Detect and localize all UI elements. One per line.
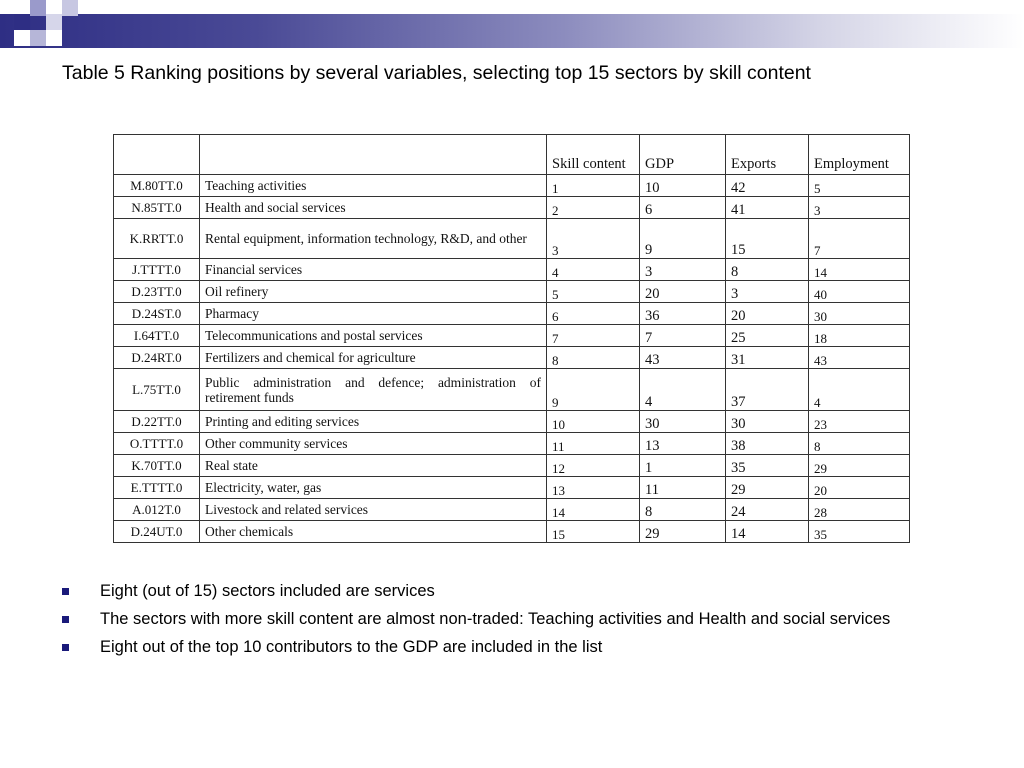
- cell-employment: 4: [809, 369, 910, 411]
- cell-exports: 24: [726, 499, 809, 521]
- decorative-square: [46, 30, 62, 46]
- cell-sector: Rental equipment, information technology, R&D, and other: [200, 219, 547, 259]
- cell-gdp: 20: [640, 281, 726, 303]
- cell-code: D.24ST.0: [114, 303, 200, 325]
- cell-sector: Public administration and defence; administration of retirement funds: [200, 369, 547, 411]
- cell-employment: 18: [809, 325, 910, 347]
- cell-gdp: 4: [640, 369, 726, 411]
- cell-code: O.TTTT.0: [114, 433, 200, 455]
- cell-exports: 42: [726, 175, 809, 197]
- cell-sector: Livestock and related services: [200, 499, 547, 521]
- table-row: [114, 455, 910, 477]
- cell-gdp: 29: [640, 521, 726, 543]
- cell-sector: Teaching activities: [200, 175, 547, 197]
- header-employment: Employment: [809, 135, 910, 175]
- header-gradient-bar: [0, 14, 1024, 48]
- cell-skill-content: 4: [547, 259, 640, 281]
- table-row: [114, 411, 910, 433]
- cell-exports: 41: [726, 197, 809, 219]
- cell-employment: 20: [809, 477, 910, 499]
- cell-exports: 3: [726, 281, 809, 303]
- cell-gdp: 43: [640, 347, 726, 369]
- cell-code: M.80TT.0: [114, 175, 200, 197]
- table-header-row: [114, 135, 910, 175]
- table-row: [114, 197, 910, 219]
- cell-code: N.85TT.0: [114, 197, 200, 219]
- cell-sector: Financial services: [200, 259, 547, 281]
- cell-employment: 7: [809, 219, 910, 259]
- cell-skill-content: 7: [547, 325, 640, 347]
- cell-exports: 15: [726, 219, 809, 259]
- cell-employment: 28: [809, 499, 910, 521]
- cell-gdp: 11: [640, 477, 726, 499]
- table-row: [114, 477, 910, 499]
- cell-gdp: 1: [640, 455, 726, 477]
- cell-employment: 3: [809, 197, 910, 219]
- cell-skill-content: 12: [547, 455, 640, 477]
- cell-employment: 30: [809, 303, 910, 325]
- cell-gdp: 3: [640, 259, 726, 281]
- cell-code: I.64TT.0: [114, 325, 200, 347]
- table-row: [114, 499, 910, 521]
- cell-code: E.TTTT.0: [114, 477, 200, 499]
- header-exports: Exports: [726, 135, 809, 175]
- cell-code: D.24UT.0: [114, 521, 200, 543]
- header-skill-content: Skill content: [547, 135, 640, 175]
- cell-sector: Telecommunications and postal services: [200, 325, 547, 347]
- slide-title: Table 5 Ranking positions by several variables, selecting top 15 sectors by skill content: [62, 62, 811, 84]
- decorative-square: [46, 14, 62, 30]
- bullet-item: [62, 608, 962, 631]
- cell-employment: 40: [809, 281, 910, 303]
- decorative-square: [14, 14, 30, 30]
- cell-employment: 5: [809, 175, 910, 197]
- square-bullet-icon: [62, 588, 69, 595]
- cell-skill-content: 1: [547, 175, 640, 197]
- cell-code: K.RRTT.0: [114, 219, 200, 259]
- ranking-table: [113, 134, 910, 543]
- cell-code: D.23TT.0: [114, 281, 200, 303]
- cell-gdp: 13: [640, 433, 726, 455]
- cell-employment: 35: [809, 521, 910, 543]
- cell-employment: 8: [809, 433, 910, 455]
- cell-exports: 30: [726, 411, 809, 433]
- cell-skill-content: 9: [547, 369, 640, 411]
- header-sector: [200, 135, 547, 175]
- cell-sector: Other chemicals: [200, 521, 547, 543]
- square-bullet-icon: [62, 616, 69, 623]
- cell-employment: 14: [809, 259, 910, 281]
- cell-gdp: 36: [640, 303, 726, 325]
- cell-code: L.75TT.0: [114, 369, 200, 411]
- table-row: [114, 281, 910, 303]
- cell-gdp: 6: [640, 197, 726, 219]
- cell-skill-content: 11: [547, 433, 640, 455]
- bullet-text: The sectors with more skill content are almost non-traded: Teaching activities and Health and social services: [100, 610, 891, 628]
- cell-employment: 29: [809, 455, 910, 477]
- bullet-list: [62, 580, 962, 664]
- decorative-square: [30, 0, 46, 16]
- cell-sector: Other community services: [200, 433, 547, 455]
- bullet-item: [62, 636, 962, 659]
- cell-skill-content: 3: [547, 219, 640, 259]
- cell-skill-content: 6: [547, 303, 640, 325]
- cell-exports: 35: [726, 455, 809, 477]
- cell-code: K.70TT.0: [114, 455, 200, 477]
- cell-sector: Printing and editing services: [200, 411, 547, 433]
- cell-skill-content: 8: [547, 347, 640, 369]
- table-row: [114, 347, 910, 369]
- cell-skill-content: 2: [547, 197, 640, 219]
- cell-gdp: 30: [640, 411, 726, 433]
- cell-skill-content: 15: [547, 521, 640, 543]
- cell-skill-content: 13: [547, 477, 640, 499]
- cell-sector: Pharmacy: [200, 303, 547, 325]
- cell-skill-content: 10: [547, 411, 640, 433]
- table-row: [114, 521, 910, 543]
- cell-skill-content: 5: [547, 281, 640, 303]
- cell-exports: 25: [726, 325, 809, 347]
- cell-exports: 14: [726, 521, 809, 543]
- cell-sector: Oil refinery: [200, 281, 547, 303]
- cell-employment: 43: [809, 347, 910, 369]
- cell-gdp: 10: [640, 175, 726, 197]
- cell-code: J.TTTT.0: [114, 259, 200, 281]
- cell-sector: Electricity, water, gas: [200, 477, 547, 499]
- square-bullet-icon: [62, 644, 69, 651]
- header-code: [114, 135, 200, 175]
- cell-exports: 37: [726, 369, 809, 411]
- table-row: [114, 369, 910, 411]
- cell-gdp: 7: [640, 325, 726, 347]
- cell-exports: 31: [726, 347, 809, 369]
- cell-sector: Real state: [200, 455, 547, 477]
- cell-sector: Fertilizers and chemical for agriculture: [200, 347, 547, 369]
- cell-gdp: 8: [640, 499, 726, 521]
- table-row: [114, 303, 910, 325]
- decorative-square: [30, 30, 46, 46]
- bullet-text: Eight out of the top 10 contributors to the GDP are included in the list: [100, 638, 603, 656]
- cell-code: A.012T.0: [114, 499, 200, 521]
- cell-exports: 38: [726, 433, 809, 455]
- cell-employment: 23: [809, 411, 910, 433]
- decorative-square: [62, 0, 78, 16]
- header-gdp: GDP: [640, 135, 726, 175]
- cell-exports: 20: [726, 303, 809, 325]
- cell-exports: 8: [726, 259, 809, 281]
- cell-code: D.22TT.0: [114, 411, 200, 433]
- table-row: [114, 175, 910, 197]
- cell-exports: 29: [726, 477, 809, 499]
- cell-code: D.24RT.0: [114, 347, 200, 369]
- cell-skill-content: 14: [547, 499, 640, 521]
- cell-gdp: 9: [640, 219, 726, 259]
- table-row: [114, 259, 910, 281]
- table-row: [114, 433, 910, 455]
- decorative-square: [14, 30, 30, 46]
- bullet-text: Eight (out of 15) sectors included are services: [100, 582, 435, 600]
- bullet-item: [62, 580, 962, 603]
- table-row: [114, 325, 910, 347]
- ranking-table-container: [113, 134, 910, 543]
- table-row: [114, 219, 910, 259]
- cell-sector: Health and social services: [200, 197, 547, 219]
